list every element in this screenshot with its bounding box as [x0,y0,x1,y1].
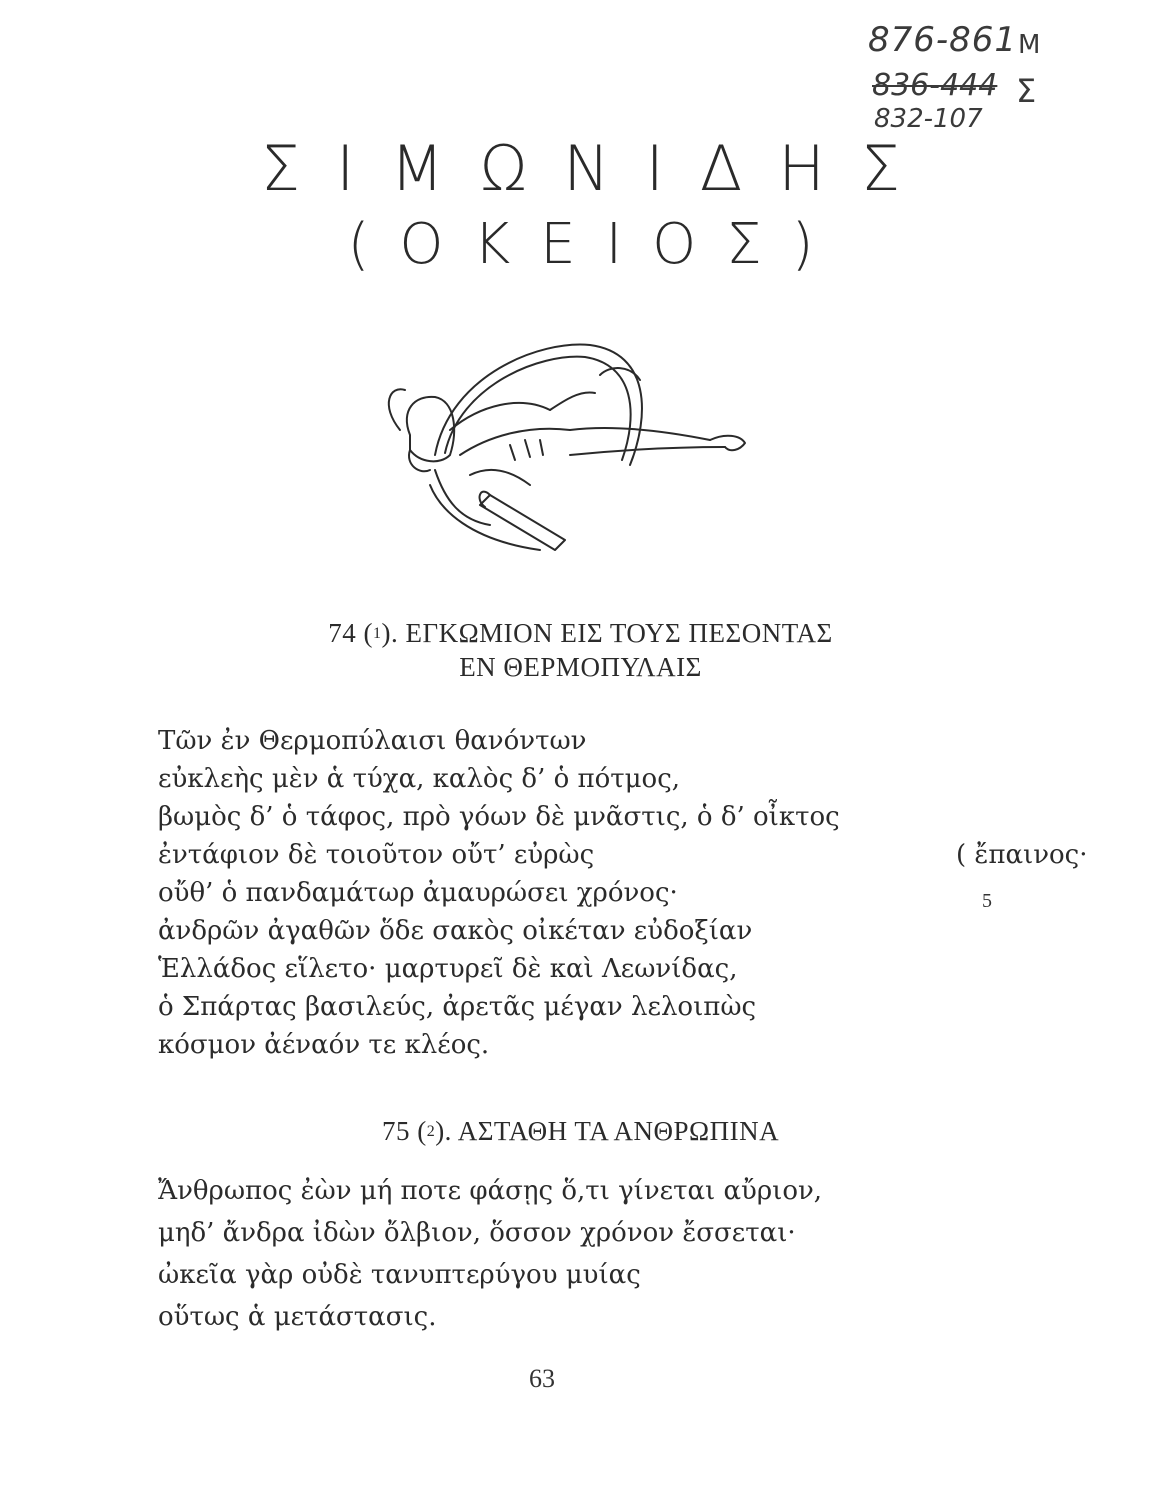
fallen-hoplite-warrior-icon [340,335,760,565]
poem-75 [158,1170,822,1338]
handwritten-catalog-number-2: 836-444 [872,68,998,103]
section-heading-74-line-2: ΕΝ ΘΕΡΜΟΠΥΛΑΙΣ [459,652,702,682]
section-heading-75: 75 ($^2$). ΑΣΤΑΘΗ ΤΑ ΑΝΘΡΩΠΙΝΑ [381,1116,780,1146]
poem-line: βωμὸς δ’ ὁ τάφος, πρὸ γόων δὲ μνᾶστις, ὁ δ’ οἶκτος [158,802,840,832]
poem-line: ἀνδρῶν ἀγαθῶν ὅδε σακὸς οἰκέταν εὐδοξίαν [158,916,753,946]
poem-line-text: ἐντάφιον δὲ τοιοῦτον οὔτ’ εὐρὼς [158,840,595,870]
poem-line-with-aside [158,836,1088,874]
section-heading-74: 74 ($^1$). ΕΓΚΩΜΙΟΝ ΕΙΣ ΤΟΥΣ ΠΕΣΟΝΤΑΣ [328,618,833,648]
poem-line: οὕτως ἁ μετάστασις. [158,1302,437,1332]
poem-line: οὔθ’ ὁ πανδαμάτωρ ἀμαυρώσει χρόνος· [158,878,678,908]
line-number: 5 [982,890,992,912]
footnote-marker: 2 [426,1123,436,1140]
poem-line: ὁ Σπάρτας βασιλεύς, ἀρετᾶς μέγαν λελοιπὼς [158,992,757,1022]
page-number: 63 [529,1364,555,1393]
poem-line: εὐκλεὴς μὲν ἁ τύχα, καλὸς δ’ ὁ πότμος, [158,764,681,794]
section-number: 74 [328,618,357,648]
poem-line: μηδ’ ἄνδρα ἰδὼν ὄλβιον, ὅσσον χρόνον ἔσσεται· [158,1218,796,1248]
poem-74 [158,722,1088,1064]
poem-line: ὠκεῖα γὰρ οὐδὲ τανυπτερύγου μυίας [158,1260,641,1290]
heading-text: ΑΣΤΑΘΗ ΤΑ ΑΝΘΡΩΠΙΝΑ [457,1116,780,1146]
handwritten-mark-2: Σ [1016,72,1037,110]
poem-line: Ἄνθρωπος ἐὼν μή ποτε φάσῃς ὅ,τι γίνεται αὔριον, [158,1176,823,1206]
handwritten-catalog-number-1: 876-861 [868,20,1018,60]
poem-line: Τῶν ἐν Θερμοπύλαισι θανόντων [158,726,587,756]
author-title: ΣΙΜΩΝΙΔΗΣ [260,132,937,205]
poem-line: κόσμον ἀέναόν τε κλέος. [158,1030,490,1060]
handwritten-catalog-number-3: 832-107 [874,104,983,134]
poem-line: Ἑλλάδος εἵλετο· μαρτυρεῖ δὲ καὶ Λεωνίδας, [158,954,738,984]
footnote-marker: 1 [373,625,382,642]
handwritten-mark-1: M [1018,30,1041,60]
poem-aside: ( ἔπαινος· [956,840,1088,870]
author-subtitle: (ΟΚΕΙΟΣ) [347,212,844,277]
section-number: 75 [381,1116,410,1146]
heading-text-line-1: ΕΓΚΩΜΙΟΝ ΕΙΣ ΤΟΥΣ ΠΕΣΟΝΤΑΣ [405,618,833,648]
